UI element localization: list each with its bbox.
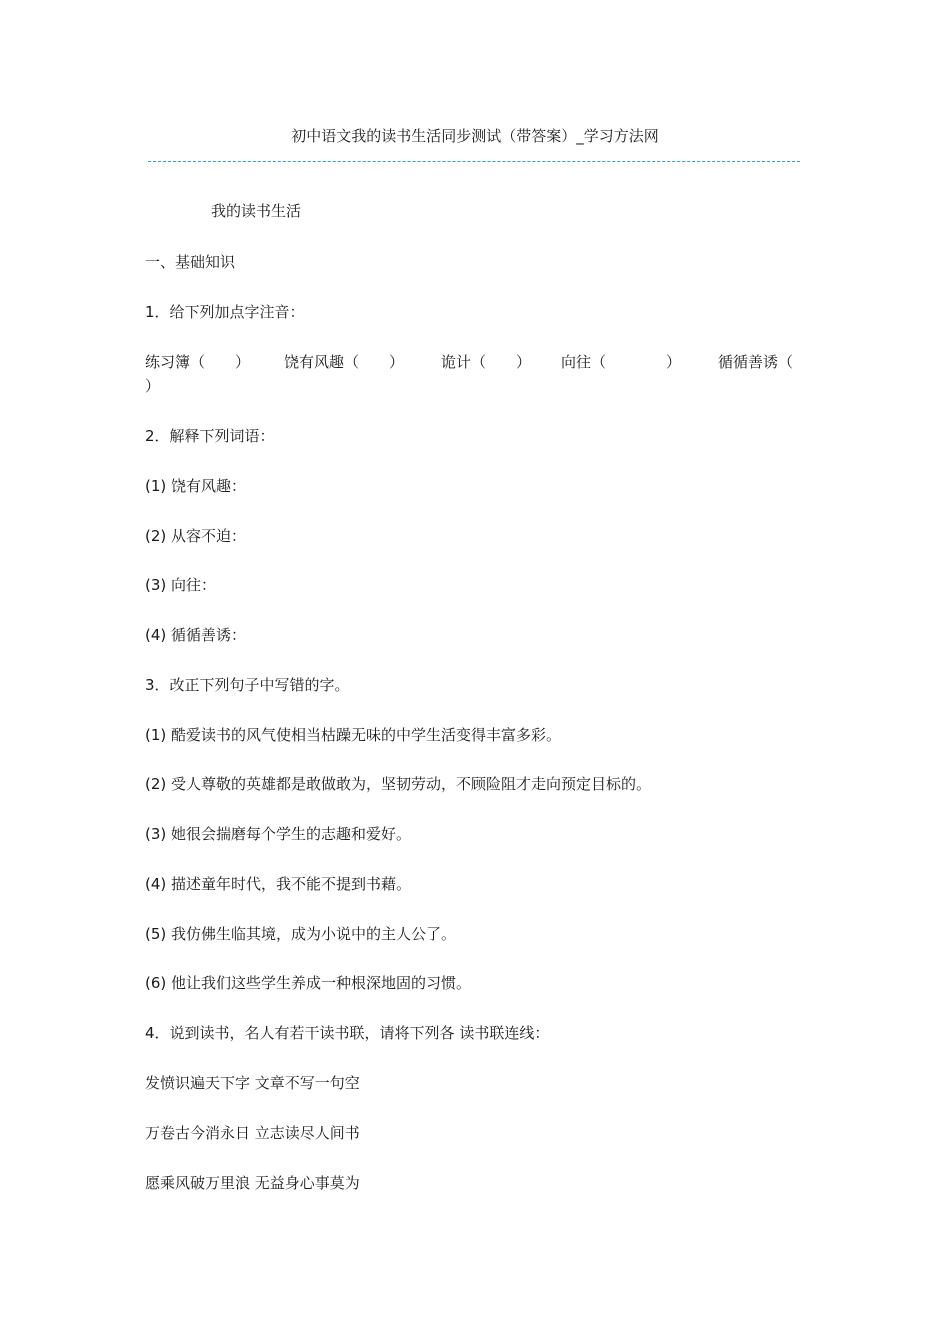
question-2-prompt: 2．解释下列词语： bbox=[145, 427, 275, 445]
question-3-item: (3) 她很会揣磨每个学生的志趣和爱好。 bbox=[145, 825, 412, 843]
question-3-item: (1) 酷爱读书的风气使相当枯躁无味的中学生活变得丰富多彩。 bbox=[145, 726, 562, 744]
question-2-item: (2) 从容不迫： bbox=[145, 527, 247, 545]
pinyin-blank-item: 诡计（ ） bbox=[441, 353, 532, 371]
question-4-prompt: 4．说到读书，名人有若干读书联，请将下列各 读书联连线： bbox=[145, 1024, 550, 1042]
couplet-pair: 发愤识遍天下字 文章不写一句空 bbox=[145, 1074, 360, 1092]
question-3-item: (2) 受人尊敬的英雄都是敢做敢为，坚韧劳动，不顾险阻才走向预定目标的。 bbox=[145, 775, 652, 793]
document-title: 初中语文我的读书生活同步测试（带答案）_学习方法网 bbox=[291, 127, 659, 145]
question-3-item: (4) 描述童年时代，我不能不提到书藉。 bbox=[145, 875, 412, 893]
question-1-prompt: 1．给下列加点字注音： bbox=[145, 303, 305, 321]
question-3-item: (6) 他让我们这些学生养成一种根深地固的习惯。 bbox=[145, 974, 472, 992]
pinyin-blank-close: ） bbox=[145, 377, 161, 395]
question-3-item: (5) 我仿佛生临其境，成为小说中的主人公了。 bbox=[145, 925, 457, 943]
pinyin-blank-item: 饶有风趣（ ） bbox=[284, 353, 405, 371]
couplet-pair: 万卷古今消永日 立志读尽人间书 bbox=[145, 1124, 360, 1142]
question-2-item: (4) 循循善诱： bbox=[145, 626, 247, 644]
section-heading-basics: 一、基础知识 bbox=[145, 253, 236, 271]
question-2-item: (1) 饶有风趣： bbox=[145, 477, 247, 495]
pinyin-blank-item: 向往（ ） bbox=[561, 353, 682, 371]
pinyin-blank-item: 循循善诱（ bbox=[718, 353, 794, 371]
section-subtitle: 我的读书生活 bbox=[211, 202, 302, 220]
question-2-item: (3) 向往： bbox=[145, 576, 217, 594]
couplet-pair: 愿乘风破万里浪 无益身心事莫为 bbox=[145, 1174, 360, 1192]
pinyin-blank-item: 练习簿（ ） bbox=[145, 353, 251, 371]
question-3-prompt: 3．改正下列句子中写错的字。 bbox=[145, 676, 350, 694]
title-divider bbox=[148, 161, 800, 162]
